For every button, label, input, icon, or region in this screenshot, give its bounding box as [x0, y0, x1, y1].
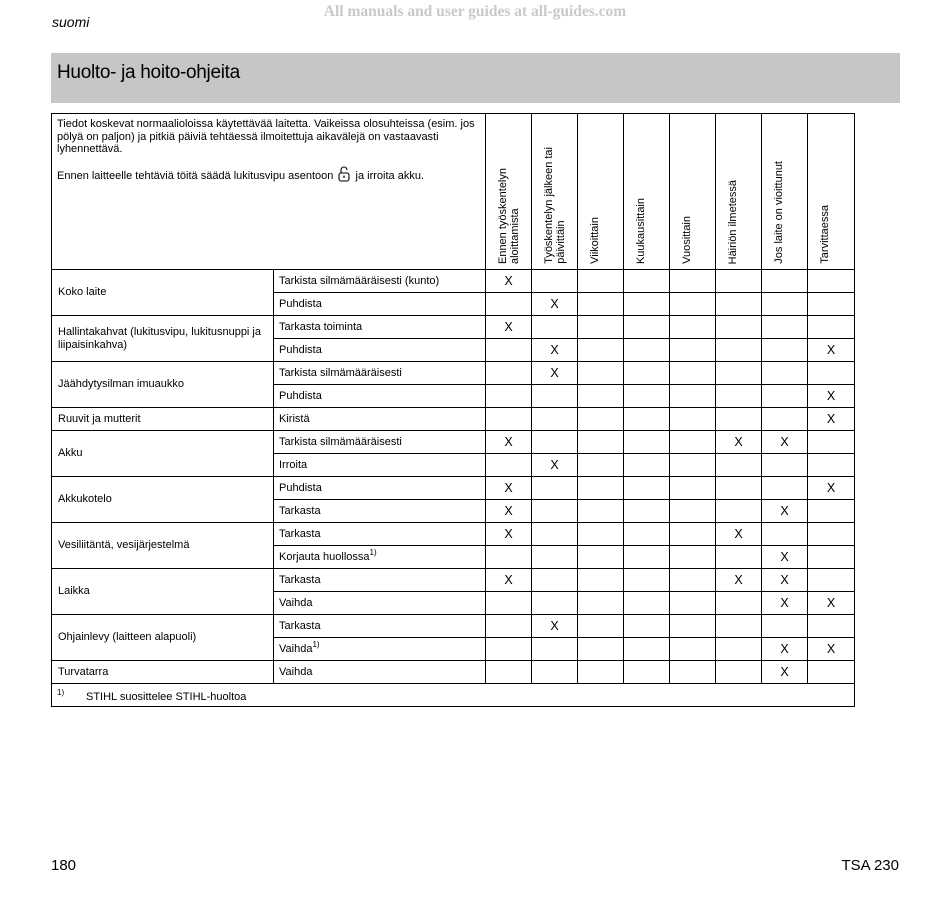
interval-mark: X [532, 362, 578, 385]
task-cell [274, 569, 486, 592]
interval-empty [578, 408, 624, 431]
interval-empty [624, 661, 670, 684]
interval-empty [578, 546, 624, 569]
interval-empty [486, 362, 532, 385]
interval-empty [808, 615, 855, 638]
interval-empty [624, 615, 670, 638]
interval-empty [532, 408, 578, 431]
interval-mark: X [486, 569, 532, 592]
task-label: Tarkista silmämääräisesti [279, 436, 402, 448]
interval-mark: X [486, 270, 532, 293]
interval-empty [762, 454, 808, 477]
component-cell: Akkukotelo [52, 477, 274, 523]
interval-mark: X [762, 661, 808, 684]
interval-mark: X [762, 500, 808, 523]
interval-empty [716, 661, 762, 684]
component-cell: Ohjainlevy (laitteen alapuoli) [52, 615, 274, 661]
interval-empty [532, 270, 578, 293]
interval-empty [716, 615, 762, 638]
interval-empty [716, 500, 762, 523]
interval-empty [624, 546, 670, 569]
interval-empty [762, 362, 808, 385]
task-label: Kiristä [279, 413, 310, 425]
interval-empty [624, 408, 670, 431]
intro-text [52, 114, 486, 270]
intro-paragraph-1: Tiedot koskevat normaalioloissa käytettävää laitetta. Vaikeissa olosuhteissa (esim. jos pölyä on paljon) ja pitkiä päiviä tehtäessä ilmoitettuja aikavälejä on vastaavasti lyhennettävä. [57, 118, 475, 155]
task-cell [274, 385, 486, 408]
interval-empty [670, 270, 716, 293]
interval-mark: X [486, 477, 532, 500]
interval-mark: X [532, 293, 578, 316]
interval-empty [624, 569, 670, 592]
interval-empty [578, 569, 624, 592]
intro-before-icon: Ennen laitteelle tehtäviä töitä säädä lukitusvipu asentoon [57, 169, 334, 182]
task-cell [274, 500, 486, 523]
interval-empty [762, 523, 808, 546]
task-label: Tarkista silmämääräisesti [279, 367, 402, 379]
task-cell [274, 339, 486, 362]
interval-empty [486, 638, 532, 661]
page-number: 180 [51, 857, 77, 874]
interval-mark: X [762, 546, 808, 569]
interval-empty [532, 523, 578, 546]
column-header: Tarvittaessa [808, 114, 855, 270]
interval-empty [578, 362, 624, 385]
interval-empty [624, 316, 670, 339]
interval-empty [578, 316, 624, 339]
column-header: Ennen työskentelyn aloittamista [486, 114, 532, 270]
interval-empty [578, 270, 624, 293]
task-cell [274, 615, 486, 638]
interval-empty [486, 408, 532, 431]
task-cell [274, 638, 486, 661]
interval-empty [486, 661, 532, 684]
interval-mark: X [808, 408, 855, 431]
table-row [52, 661, 855, 684]
interval-empty [808, 293, 855, 316]
interval-mark: X [762, 569, 808, 592]
interval-empty [486, 546, 532, 569]
task-label: Tarkasta [279, 528, 321, 540]
interval-empty [716, 339, 762, 362]
table-row [52, 431, 855, 454]
interval-empty [808, 270, 855, 293]
interval-empty [670, 339, 716, 362]
table-row [52, 408, 855, 431]
interval-empty [578, 385, 624, 408]
interval-mark: X [716, 523, 762, 546]
interval-empty [762, 316, 808, 339]
interval-empty [716, 638, 762, 661]
interval-mark: X [762, 431, 808, 454]
interval-empty [578, 500, 624, 523]
interval-empty [532, 569, 578, 592]
task-label: Tarkasta [279, 620, 321, 632]
task-cell [274, 408, 486, 431]
interval-mark: X [762, 638, 808, 661]
component-cell: Akku [52, 431, 274, 477]
interval-mark: X [486, 523, 532, 546]
section-banner [51, 53, 900, 103]
interval-empty [670, 477, 716, 500]
interval-empty [808, 362, 855, 385]
interval-empty [624, 362, 670, 385]
interval-empty [808, 316, 855, 339]
interval-empty [532, 477, 578, 500]
task-cell [274, 523, 486, 546]
interval-empty [670, 615, 716, 638]
footnote-ref: 1) [312, 640, 320, 649]
interval-empty [532, 546, 578, 569]
task-cell [274, 546, 486, 569]
interval-empty [808, 500, 855, 523]
interval-empty [670, 569, 716, 592]
task-label: Irroita [279, 459, 308, 471]
interval-empty [716, 408, 762, 431]
interval-empty [762, 339, 808, 362]
header-row [52, 114, 855, 270]
interval-empty [532, 592, 578, 615]
task-cell [274, 362, 486, 385]
interval-mark: X [808, 477, 855, 500]
column-header: Vuosittain [670, 114, 716, 270]
task-cell [274, 270, 486, 293]
interval-empty [762, 615, 808, 638]
interval-empty [486, 339, 532, 362]
task-cell [274, 316, 486, 339]
interval-mark: X [762, 592, 808, 615]
interval-empty [716, 546, 762, 569]
interval-mark: X [716, 569, 762, 592]
section-title: Huolto- ja hoito-ohjeita [57, 62, 240, 83]
interval-empty [762, 270, 808, 293]
task-label: Vaihda [279, 666, 313, 678]
table-row [52, 362, 855, 385]
interval-empty [578, 523, 624, 546]
interval-mark: X [486, 431, 532, 454]
task-cell [274, 661, 486, 684]
footnote-marker: 1) [57, 687, 65, 697]
footnote [52, 684, 855, 707]
interval-empty [624, 270, 670, 293]
column-header: Häiriön ilmetessä [716, 114, 762, 270]
interval-empty [716, 362, 762, 385]
component-cell: Ruuvit ja mutterit [52, 408, 274, 431]
task-label: Tarkista silmämääräisesti (kunto) [279, 275, 440, 287]
interval-empty [578, 477, 624, 500]
interval-empty [532, 316, 578, 339]
interval-empty [624, 592, 670, 615]
interval-mark: X [716, 431, 762, 454]
component-cell: Koko laite [52, 270, 274, 316]
task-label: Vaihda [279, 597, 313, 609]
column-header: Jos laite on vioittunut [762, 114, 808, 270]
interval-empty [624, 638, 670, 661]
column-header: Viikoittain [578, 114, 624, 270]
task-label: Puhdista [279, 482, 322, 494]
interval-empty [624, 385, 670, 408]
interval-empty [578, 431, 624, 454]
interval-empty [808, 546, 855, 569]
table-row [52, 316, 855, 339]
task-cell [274, 454, 486, 477]
interval-mark: X [532, 454, 578, 477]
table-row [52, 270, 855, 293]
interval-mark: X [486, 500, 532, 523]
maintenance-table [51, 113, 855, 707]
footnote-row [52, 684, 855, 707]
interval-mark: X [808, 592, 855, 615]
interval-mark: X [808, 339, 855, 362]
interval-empty [808, 523, 855, 546]
interval-empty [578, 339, 624, 362]
interval-empty [624, 523, 670, 546]
task-label: Tarkasta [279, 574, 321, 586]
interval-empty [716, 316, 762, 339]
interval-empty [486, 385, 532, 408]
interval-empty [578, 638, 624, 661]
footnote-ref: 1) [369, 548, 377, 557]
interval-empty [762, 408, 808, 431]
interval-empty [670, 385, 716, 408]
interval-empty [624, 477, 670, 500]
interval-empty [762, 293, 808, 316]
task-cell [274, 592, 486, 615]
interval-empty [716, 454, 762, 477]
interval-empty [532, 431, 578, 454]
interval-empty [670, 408, 716, 431]
interval-empty [670, 316, 716, 339]
interval-empty [532, 661, 578, 684]
component-cell: Turvatarra [52, 661, 274, 684]
interval-empty [716, 477, 762, 500]
interval-empty [578, 615, 624, 638]
task-label: Puhdista [279, 298, 322, 310]
interval-empty [486, 293, 532, 316]
interval-empty [624, 431, 670, 454]
interval-empty [716, 270, 762, 293]
intro-paragraph-2 [57, 166, 480, 186]
column-header: Kuukausittain [624, 114, 670, 270]
component-cell: Jäähdytysilman imuaukko [52, 362, 274, 408]
watermark: All manuals and user guides at all-guides.com [323, 3, 627, 20]
interval-empty [486, 615, 532, 638]
interval-empty [762, 477, 808, 500]
interval-empty [578, 661, 624, 684]
interval-mark: X [532, 339, 578, 362]
task-label: Korjauta huollossa [279, 551, 370, 563]
table-row [52, 523, 855, 546]
task-cell [274, 431, 486, 454]
interval-empty [532, 638, 578, 661]
task-label: Tarkasta [279, 505, 321, 517]
interval-empty [486, 454, 532, 477]
component-cell: Laikka [52, 569, 274, 615]
interval-empty [486, 592, 532, 615]
language-label: suomi [52, 14, 90, 30]
interval-mark: X [486, 316, 532, 339]
interval-mark: X [532, 615, 578, 638]
interval-empty [716, 592, 762, 615]
padlock-icon [338, 166, 350, 186]
task-label: Puhdista [279, 344, 322, 356]
interval-empty [624, 293, 670, 316]
interval-empty [532, 500, 578, 523]
interval-empty [578, 454, 624, 477]
table-row [52, 615, 855, 638]
interval-empty [670, 454, 716, 477]
interval-empty [716, 293, 762, 316]
footnote-text: STIHL suosittelee STIHL-huoltoa [86, 690, 247, 703]
interval-empty [808, 661, 855, 684]
task-label: Puhdista [279, 390, 322, 402]
interval-empty [670, 500, 716, 523]
component-cell: Hallintakahvat (lukitusvipu, lukitusnuppi ja liipaisinkahva) [52, 316, 274, 362]
task-label: Tarkasta toiminta [279, 321, 363, 333]
table-row [52, 477, 855, 500]
interval-empty [716, 385, 762, 408]
interval-empty [670, 661, 716, 684]
interval-empty [670, 523, 716, 546]
interval-empty [578, 592, 624, 615]
interval-empty [624, 339, 670, 362]
interval-empty [624, 500, 670, 523]
task-cell [274, 477, 486, 500]
model-name: TSA 230 [841, 857, 899, 874]
interval-mark: X [808, 385, 855, 408]
interval-empty [670, 431, 716, 454]
interval-mark: X [808, 638, 855, 661]
interval-empty [578, 293, 624, 316]
intro-after-icon: ja irroita akku. [355, 169, 425, 182]
interval-empty [762, 385, 808, 408]
interval-empty [532, 385, 578, 408]
interval-empty [670, 362, 716, 385]
interval-empty [808, 454, 855, 477]
interval-empty [670, 293, 716, 316]
interval-empty [670, 546, 716, 569]
component-cell: Vesiliitäntä, vesijärjestelmä [52, 523, 274, 569]
task-label: Vaihda [279, 643, 313, 655]
task-cell [274, 293, 486, 316]
interval-empty [670, 638, 716, 661]
interval-empty [624, 454, 670, 477]
column-header: Työskentelyn jälkeen tai päivittäin [532, 114, 578, 270]
interval-empty [808, 431, 855, 454]
table-row [52, 569, 855, 592]
interval-empty [808, 569, 855, 592]
interval-empty [670, 592, 716, 615]
